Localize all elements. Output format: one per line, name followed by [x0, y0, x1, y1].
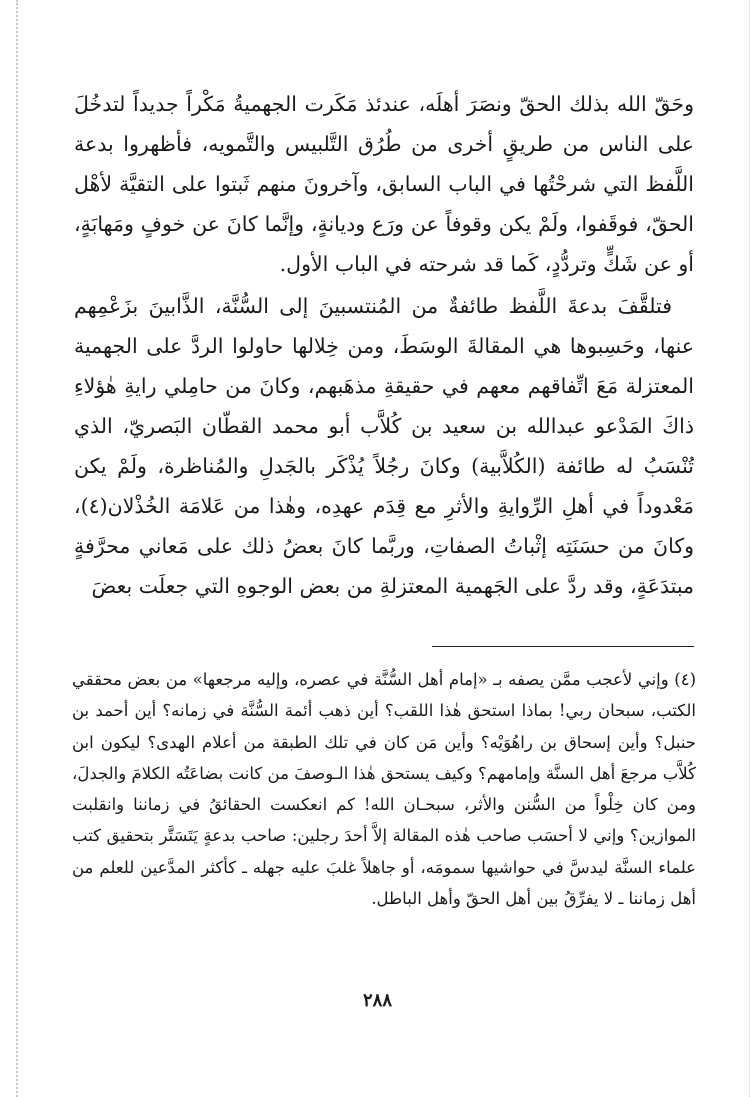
footnote [72, 664, 696, 914]
paragraph-1: وحَقّ الله بذلك الحقّ ونصَرَ أهلَه، عندئذ مَكَرت الجهميةُ مَكْراً جديداً لتدخُلَ على الناس من طريقٍ أخرى من طُرُق التَّلبيس والتَّمويه، فأظهروا بدعة اللَّفظ التي شرحْتُها في الباب السابق، وآخرونَ منهم ثَبتوا على التقيَّة لأهْل الحقّ، فوقَفوا، ولَمْ يكن وقوفاً عن ورَع وديانةٍ، وإنَّما كانَ عن خوفٍ ومَهابَةٍ، أو عن شَكٍّ وتردُّدٍ، كَما قد شرحته في الباب الأول. [74, 92, 694, 276]
footnote-4: (٤) وإني لأعجب ممَّن يصفه بـ «إمام أهل السُّنَّة في عصره، وإليه مرجعها» من بعض محققي الكتب، سبحان ربي! بماذا استحق هٰذا اللقب؟ أين ذهب أئمة السُّنَّة في زمانه؟ أين أحمد بن حنبل؟ وأين إسحاق بن راهُوَيْه؟ وأين مَن كان في تلك الطبقة من أعلام الهدى؟ ليكون ابن كُلاَّب مرجعَ أهل السنَّة وإمامهم؟ وكيف يستحق هٰذا الـوصفَ من كانت بضاعَتُه الكلامَ والجدلَ، ومن كان خِلْواً من السُّنن والأثر، سبحـان الله! كم انعكست الحقائقُ في زماننا وانقلبت الموازين؟ وإني لا أحسَب صاحب هٰذه المقالة إلاَّ أحدَ رجلين: صاحب بدعةٍ يَتَسَتَّر بتحقيق كتب علماء السنَّة ليدسَّ في حواشيها سمومَه، أو جاهلاً غلبَ عليه جهله ـ كأكثر المدَّعين للعلم من أهل زماننا ـ لا يفرِّقُ بين أهل الحقّ وأهل الباطل. [72, 670, 696, 909]
scan-margin-dots [16, 0, 20, 1097]
scan-margin-dots-right [749, 0, 751, 1097]
footnote-separator [432, 646, 694, 647]
page-number: ٢٨٨ [362, 990, 392, 1011]
paragraph-2: فتلقَّفَ بدعةَ اللَّفظ طائفةٌ من المُنتسبينَ إلى السُّنَّة، الذَّابينَ بزَعْمِهم عنها، وحَسِبوها هي المقالةَ الوسَطَ، ومن خِلالها حاولوا الردَّ على الجهمية المعتزلة مَعَ اتِّفاقهم معهم في حقيقةِ مذهَبهم، وكانَ من حامِلي رايةِ هٰؤلاءِ ذاكَ المَدْعو عبدالله بن سعيد بن كُلاَّب أبو محمد القطّان البَصريّ، الذي تُنْسَبُ له طائفة (الكُلاَّبية) وكانَ رجُلاً يُذْكَر بالجَدلِ والمُناظرة، ولَمْ يكن مَعْدوداً في أهلِ الرِّوايةِ والأثرِ مع قِدَم عهدِه، وهٰذا من عَلامَة الخُذْلان(٤)، وكانَ من حسَنَتِه إثْباتُ الصفاتِ، وربَّما كانَ بعضُ ذلك على مَعاني محرَّفةٍ مبتدَعَةٍ، وقد ردَّ على الجَهمية المعتزلةِ من بعض الوجوهِ التي جعلَت بعضَ [74, 294, 694, 598]
main-text [74, 84, 694, 606]
